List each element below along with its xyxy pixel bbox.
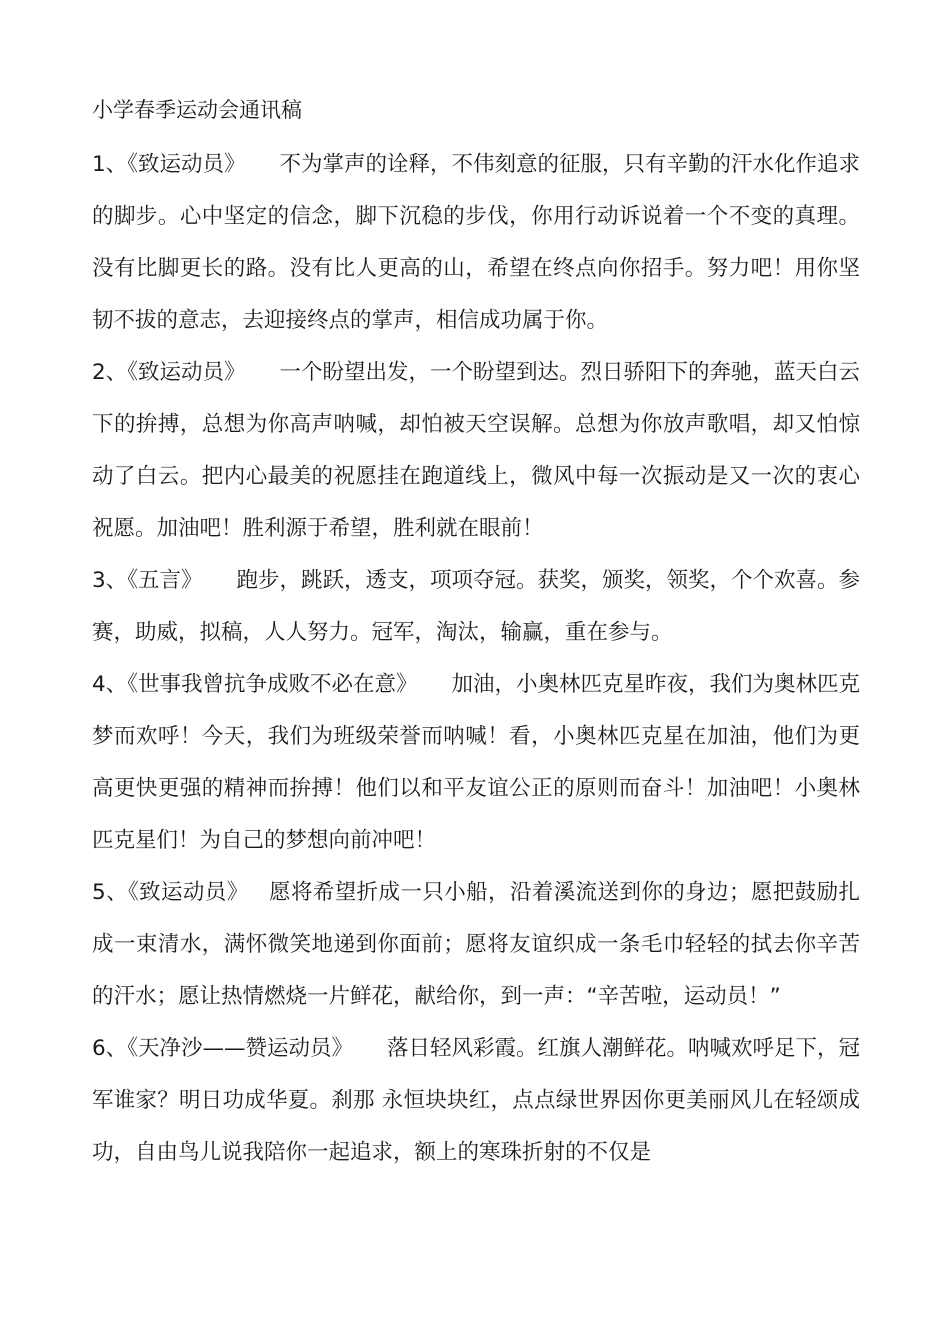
section-number: 2、 xyxy=(92,360,128,385)
section-heading: 《致运动员》 xyxy=(127,880,249,905)
section-number: 4、 xyxy=(92,672,128,697)
section-heading: 《天净沙——赞运动员》 xyxy=(127,1036,353,1061)
section-body: 愿将希望折成一只小船，沿着溪流送到你的身边；愿把鼓励扎成一束清水，满怀微笑地递到你面前；愿将友谊织成一条毛巾轻轻的拭去你辛苦的汗水；愿让热情燃烧一片鲜花，献给你，到一声：“辛苦啦，运动员！” xyxy=(92,880,860,1009)
section-heading: 《致运动员》 xyxy=(127,152,246,177)
section-body: 落日轻风彩霞。红旗人潮鲜花。呐喊欢呼足下，冠军谁家？明日功成华夏。刹那 永恒块块红，点点绿世界因你更美丽风儿在轻颂成功，自由鸟儿说我陪你一起追求，额上的寒珠折射的不仅是 xyxy=(92,1036,860,1165)
section-body: 一个盼望出发，一个盼望到达。烈日骄阳下的奔驰，蓝天白云下的拚搏，总想为你高声呐喊，却怕被天空误解。总想为你放声歌唱，却又怕惊动了白云。把内心最美的祝愿挂在跑道线上，微风中每一次振动是又一次的衷心祝愿。加油吧！胜利源于希望，胜利就在眼前！ xyxy=(92,360,860,541)
section-6 xyxy=(92,1023,860,1179)
section-number: 1、 xyxy=(92,152,128,177)
section-number: 5、 xyxy=(92,880,128,905)
section-heading: 《世事我曾抗争成败不必在意》 xyxy=(127,672,418,697)
section-heading: 《致运动员》 xyxy=(127,360,246,385)
section-4 xyxy=(92,659,860,867)
document-page xyxy=(92,92,860,1179)
section-body: 加油，小奥林匹克星昨夜，我们为奥林匹克梦而欢呼！今天，我们为班级荣誉而呐喊！看，小奥林匹克星在加油，他们为更高更快更强的精神而拚搏！他们以和平友谊公正的原则而奋斗！加油吧！小奥林匹克星们！为自己的梦想向前冲吧！ xyxy=(92,672,860,853)
section-5 xyxy=(92,867,860,1023)
section-body: 不为掌声的诠释，不伟刻意的征服，只有辛勤的汗水化作追求的脚步。心中坚定的信念，脚下沉稳的步伐，你用行动诉说着一个不变的真理。没有比脚更长的路。没有比人更高的山，希望在终点向你招手。努力吧！用你坚韧不拔的意志，去迎接终点的掌声，相信成功属于你。 xyxy=(92,152,860,333)
section-2 xyxy=(92,347,860,555)
section-body: 跑步，跳跃，透支，项项夺冠。获奖，颁奖，领奖，个个欢喜。参赛，助威，拟稿，人人努力。冠军，淘汰，输赢，重在参与。 xyxy=(92,568,860,645)
document-title: 小学春季运动会通讯稿 xyxy=(92,98,302,122)
section-number: 6、 xyxy=(92,1036,128,1061)
section-heading: 《五言》 xyxy=(127,568,203,593)
section-3 xyxy=(92,555,860,659)
section-number: 3、 xyxy=(92,568,128,593)
section-1 xyxy=(92,139,860,347)
